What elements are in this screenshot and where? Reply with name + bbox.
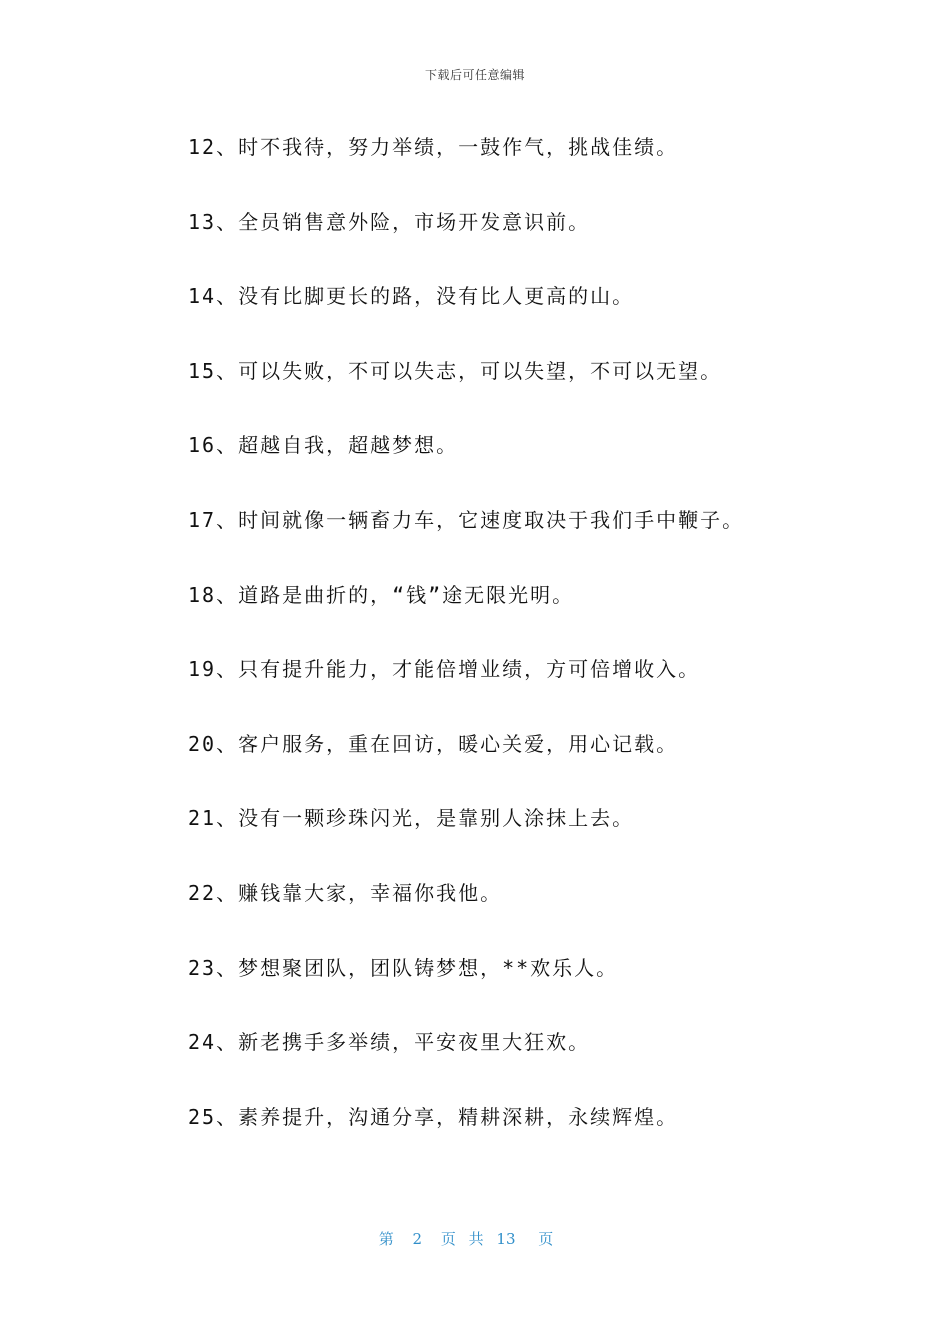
- page-footer: [0, 1228, 950, 1249]
- list-item: 12、时不我待，努力举绩，一鼓作气，挑战佳绩。: [188, 135, 679, 159]
- footer-of-label: 页: [440, 1230, 456, 1248]
- list-item: 21、没有一颗珍珠闪光，是靠别人涂抹上去。: [188, 806, 635, 831]
- footer-end-label: 页: [538, 1230, 554, 1248]
- footer-total-label: 共: [468, 1230, 484, 1248]
- list-item: 25、素养提升，沟通分享，精耕深耕，永续辉煌。: [188, 1104, 679, 1129]
- list-item: 14、没有比脚更长的路，没有比人更高的山。: [188, 284, 635, 309]
- list-item: 20、客户服务，重在回访，暖心关爱，用心记载。: [188, 731, 679, 756]
- footer-page-label: 第: [378, 1230, 394, 1248]
- list-item: 18、道路是曲折的，“钱”途无限光明。: [188, 582, 575, 607]
- footer-total-pages: 13: [496, 1230, 516, 1248]
- list-item: 23、梦想聚团队，团队铸梦想，**欢乐人。: [188, 955, 619, 980]
- list-item: 15、可以失败，不可以失志，可以失望，不可以无望。: [188, 358, 723, 383]
- list-item: 16、超越自我，超越梦想。: [188, 433, 459, 458]
- list-item: 13、全员销售意外险，市场开发意识前。: [188, 209, 591, 234]
- page-header: 下载后可任意编辑: [424, 68, 525, 82]
- list-item: 17、时间就像一辆畜力车，它速度取决于我们手中鞭子。: [188, 507, 745, 532]
- list-item: 19、只有提升能力，才能倍增业绩，方可倍增收入。: [188, 657, 701, 682]
- slogan-list: [188, 131, 888, 1175]
- footer-current-page: 2: [412, 1230, 423, 1248]
- list-item: 24、新老携手多举绩，平安夜里大狂欢。: [188, 1030, 591, 1055]
- list-item: 22、赚钱靠大家，幸福你我他。: [188, 880, 503, 905]
